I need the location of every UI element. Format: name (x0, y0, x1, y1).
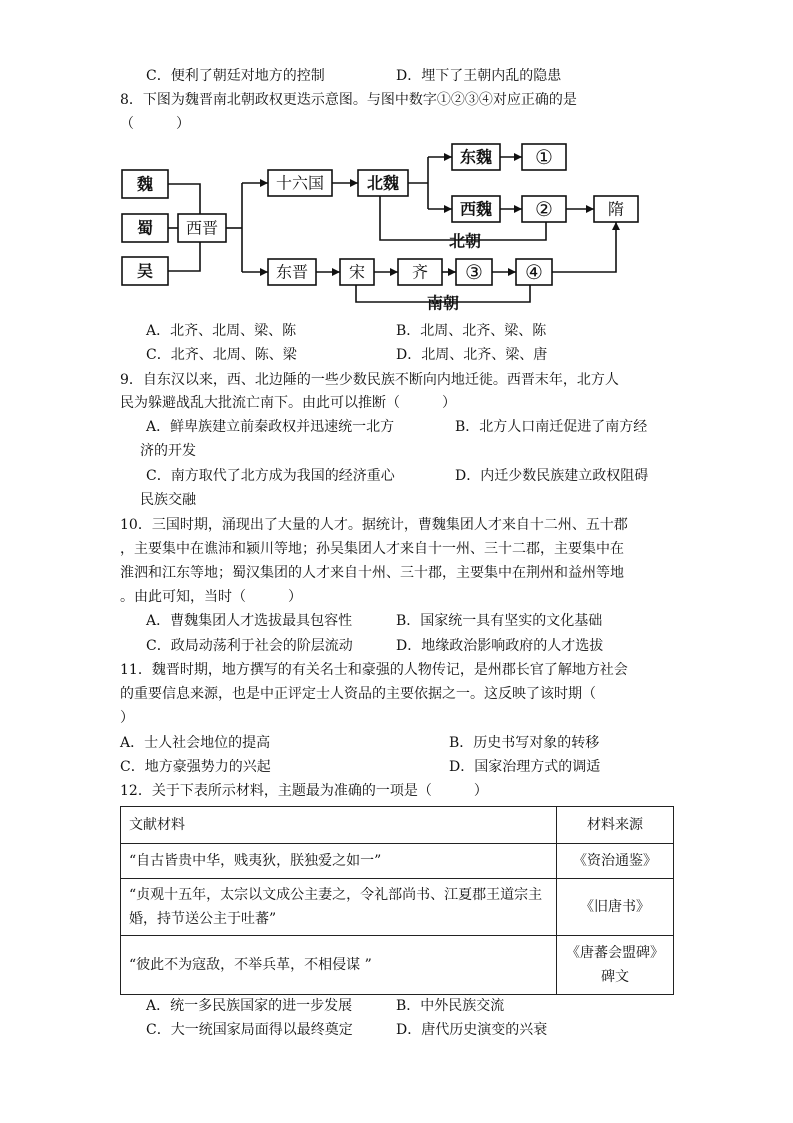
q8-option-c: C．北齐、北周、陈、梁 (146, 347, 297, 363)
q12-option-d: D．唐代历史演变的兴衰 (396, 1022, 548, 1038)
label-sui: 隋 (607, 199, 625, 219)
q9-option-a: A．鲜卑族建立前秦政权并迅速统一北方 (146, 419, 395, 435)
q9-option-c: C．南方取代了北方成为我国的经济重心 (146, 468, 395, 484)
label-circle3: ③ (465, 260, 483, 284)
q8-option-a: A．北齐、北周、梁、陈 (146, 323, 297, 339)
q10-stem-line4: 。由此可知，当时（ ） (120, 589, 302, 605)
q11-option-a: A．士人社会地位的提高 (120, 735, 271, 751)
q11-option-b: B．历史书写对象的转移 (449, 735, 600, 751)
table-header-row (121, 807, 674, 844)
label-dongjin: 东晋 (275, 262, 309, 282)
label-wei: 魏 (136, 174, 154, 194)
table-row (121, 879, 674, 936)
q8-option-b: B．北周、北齐、梁、陈 (396, 323, 547, 339)
label-dongwei: 东魏 (459, 147, 493, 167)
label-wu: 吴 (136, 261, 154, 281)
source-cell: 《旧唐书》 (557, 879, 674, 936)
label-circle2: ② (535, 197, 553, 221)
q9-option-d: D．内迁少数民族建立政权阻碍 (455, 468, 649, 484)
q10-stem-line2: ，主要集中在谯沛和颍川等地；孙吴集团人才来自十一州、三十二郡，主要集中在 (120, 541, 624, 557)
q12-option-c: C．大一统国家局面得以最终奠定 (146, 1022, 353, 1038)
q11-stem-line1: 11．魏晋时期，地方撰写的有关名士和豪强的人物传记，是州郡长官了解地方社会 (120, 662, 628, 678)
q10-option-a: A．曹魏集团人才选拔最具包容性 (146, 613, 353, 629)
label-beichao: 北朝 (448, 231, 482, 251)
label-circle1: ① (535, 145, 553, 169)
q8-stem: 8．下图为魏晋南北朝政权更迭示意图。与图中数字①②③④对应正确的是 (120, 92, 577, 108)
q7-option-c: C．便利了朝廷对地方的控制 (146, 68, 325, 84)
label-shu: 蜀 (136, 218, 154, 238)
q10-option-b: B．国家统一具有坚实的文化基础 (396, 613, 603, 629)
q11-stem-line2: 的重要信息来源，也是中正评定士人资品的主要依据之一。这反映了该时期（ (120, 686, 596, 702)
q12-option-b: B．中外民族交流 (396, 998, 505, 1014)
label-song: 宋 (348, 262, 366, 282)
q12-stem: 12．关于下表所示材料，主题最为准确的一项是（ ） (120, 783, 488, 799)
material-cell: “自古皆贵中华，贱夷狄，朕独爱之如一” (121, 844, 557, 879)
label-shiliuguo: 十六国 (275, 173, 325, 193)
q10-stem-line1: 10．三国时期，涌现出了大量的人才。据统计，曹魏集团人才来自十二州、五十郡 (120, 517, 628, 533)
q9-stem-line1: 9．自东汉以来，西、北边陲的一些少数民族不断向内地迁徙。西晋末年，北方人 (120, 372, 619, 388)
material-table (120, 806, 674, 995)
q10-stem-line3: 淮泗和江东等地；蜀汉集团的人才来自十州、三十郡，主要集中在荆州和益州等地 (120, 565, 624, 581)
q9-option-b-cont: 济的开发 (140, 443, 196, 459)
q10-option-c: C．政局动荡利于社会的阶层流动 (146, 638, 353, 654)
q8-option-d: D．北周、北齐、梁、唐 (396, 347, 548, 363)
q8-answer-paren: （ ） (120, 116, 190, 132)
q9-option-d-cont: 民族交融 (140, 492, 196, 508)
label-beiwei: 北魏 (366, 173, 400, 193)
q7-option-d: D．埋下了王朝内乱的隐患 (396, 68, 562, 84)
q12-option-a: A．统一多民族国家的进一步发展 (146, 998, 353, 1014)
source-cell: 《唐蕃会盟碑》碑文 (557, 936, 674, 995)
q11-option-d: D．国家治理方式的调适 (449, 759, 601, 775)
header-source: 材料来源 (557, 807, 674, 844)
table-row (121, 936, 674, 995)
label-xiwei: 西魏 (459, 199, 493, 219)
material-cell: “彼此不为寇敌，不举兵革，不相侵谋 ” (121, 936, 557, 995)
table-row (121, 844, 674, 879)
label-xijin: 西晋 (185, 218, 219, 238)
q11-stem-line3: ） (120, 710, 134, 726)
source-cell: 《资治通鉴》 (557, 844, 674, 879)
label-circle4: ④ (525, 260, 543, 284)
q11-option-c: C．地方豪强势力的兴起 (120, 759, 271, 775)
header-material: 文献材料 (121, 807, 557, 844)
material-cell: “贞观十五年，太宗以文成公主妻之，令礼部尚书、江夏郡王道宗主婚，持节送公主于吐蕃” (121, 879, 557, 936)
q9-option-b: B．北方人口南迁促进了南方经 (455, 419, 648, 435)
label-nanchao: 南朝 (426, 293, 460, 313)
q9-stem-line2: 民为躲避战乱大批流亡南下。由此可以推断（ ） (120, 395, 456, 411)
label-qi: 齐 (411, 262, 429, 282)
q10-option-d: D．地缘政治影响政府的人才选拔 (396, 638, 604, 654)
